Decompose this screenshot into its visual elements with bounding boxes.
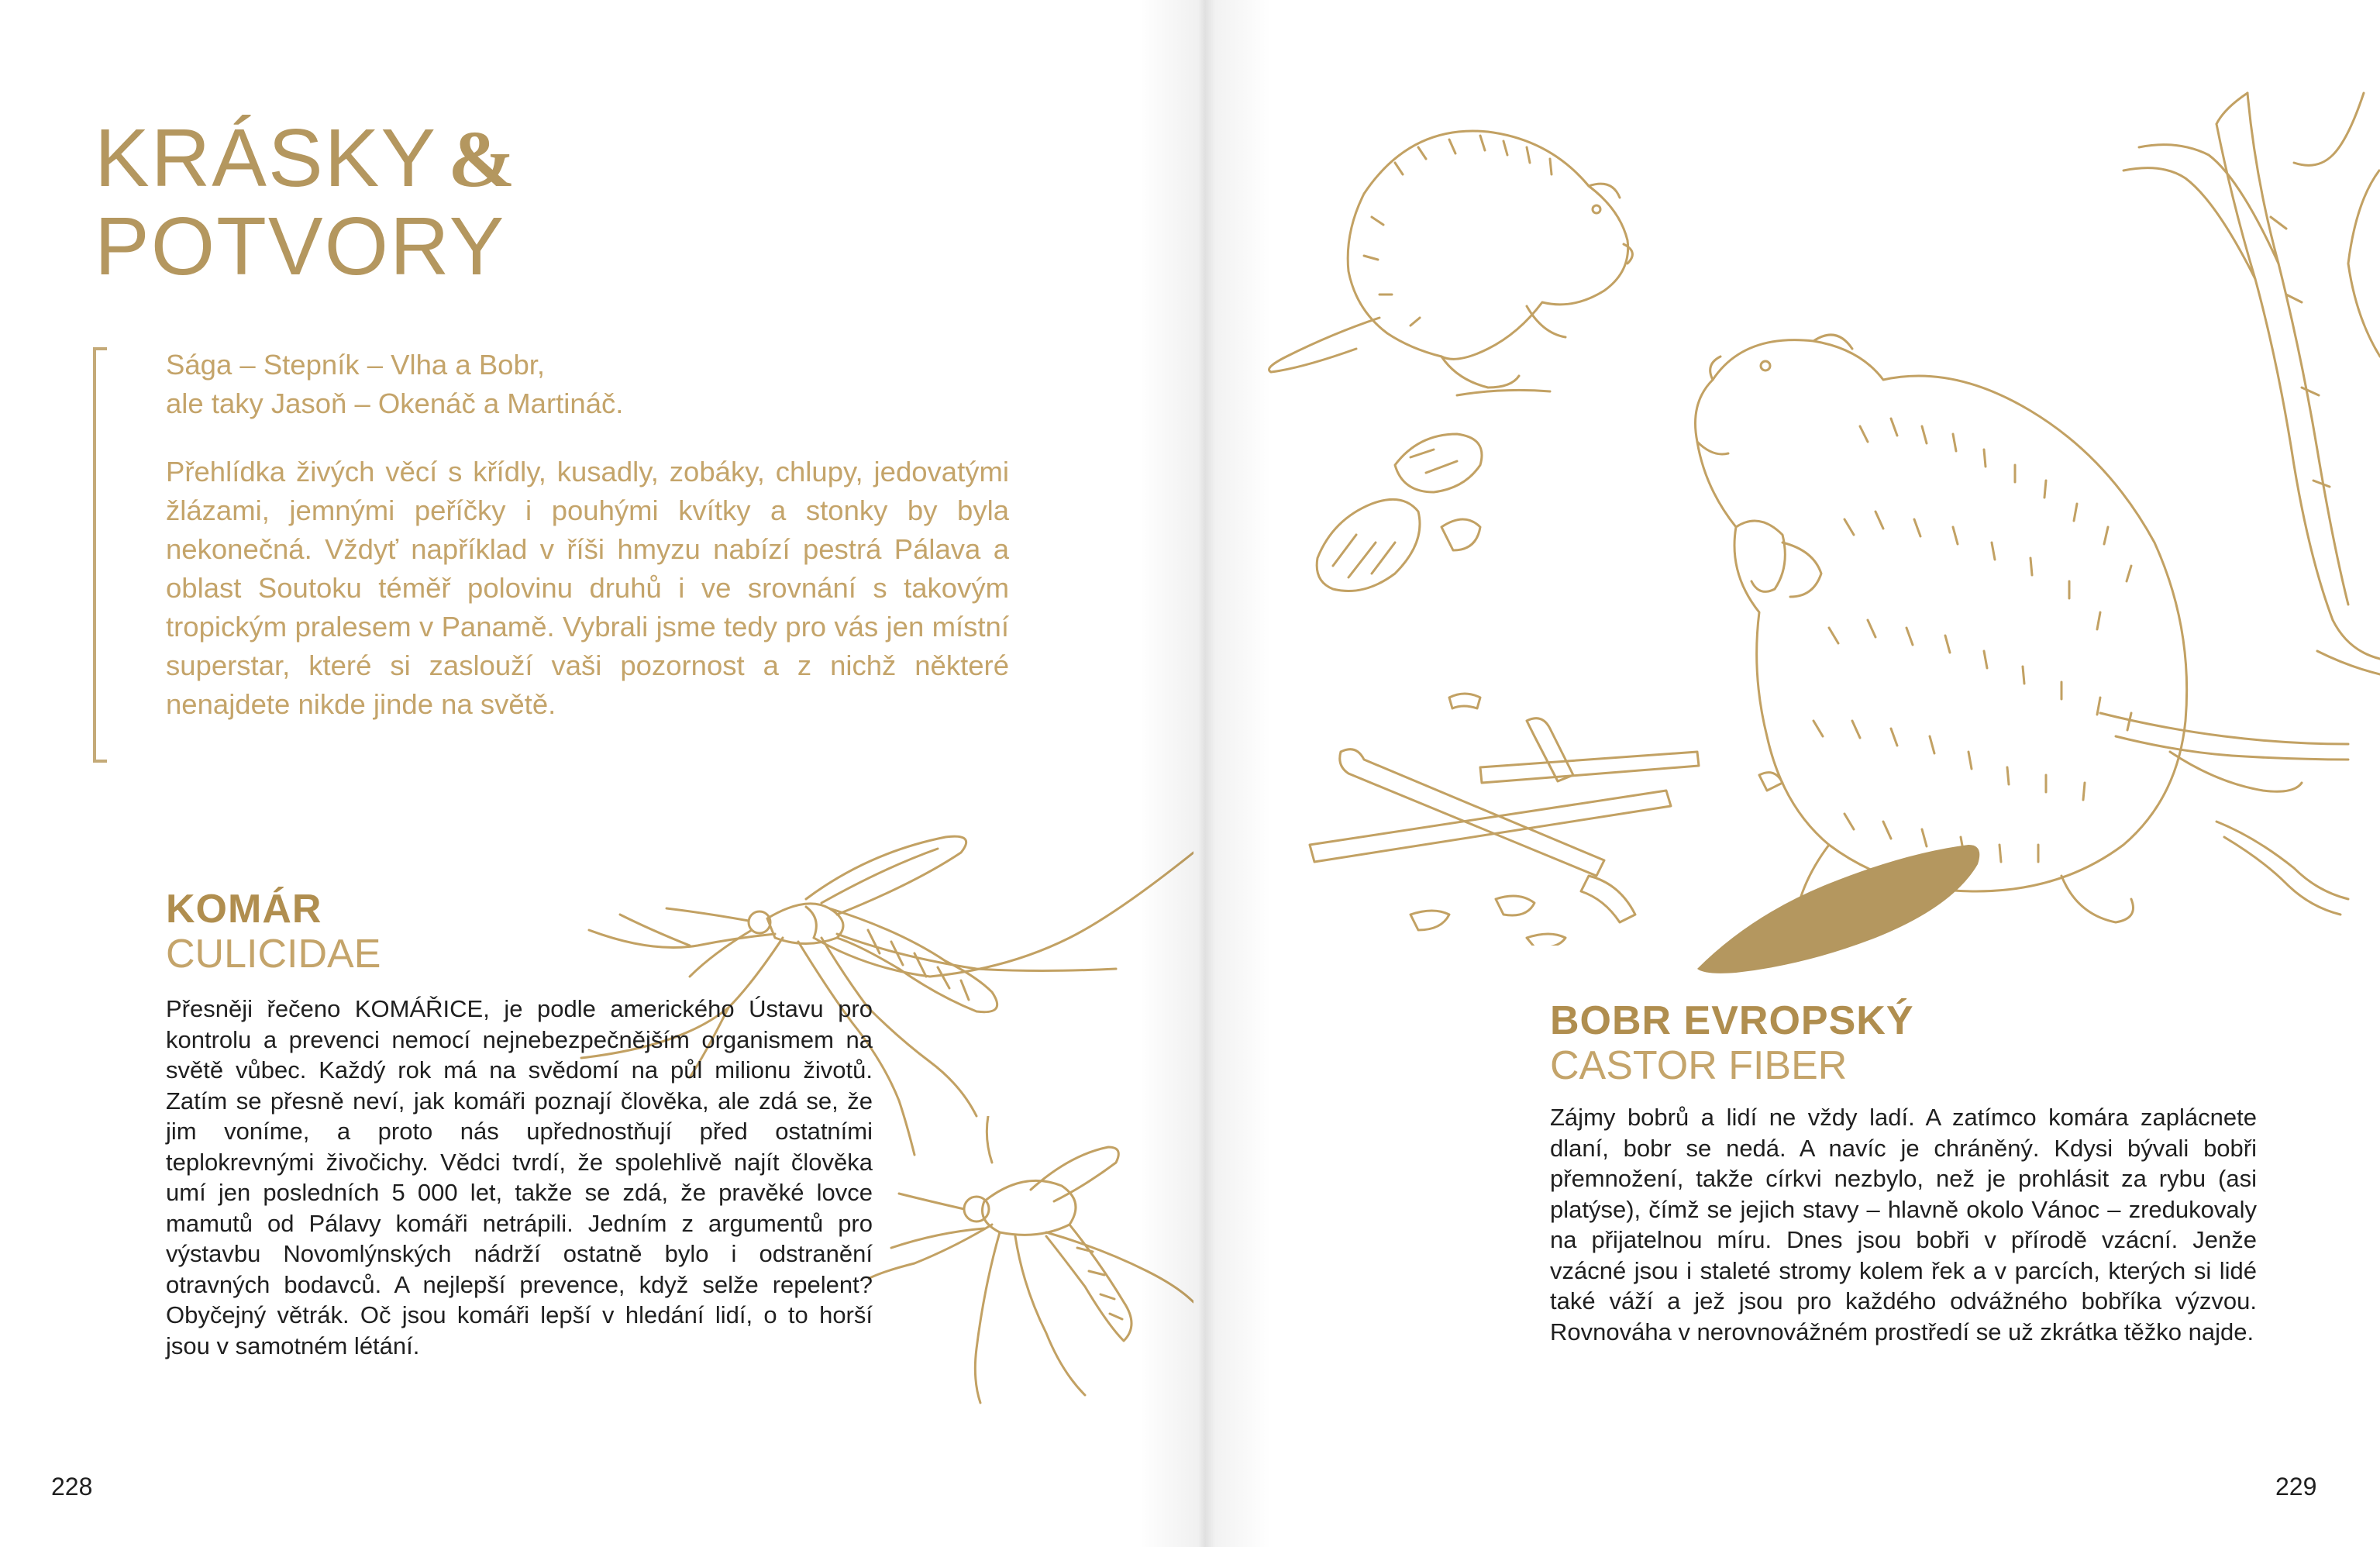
right-page (1193, 0, 2380, 1547)
tree-branches-illustration (2023, 62, 2380, 961)
page-title (95, 112, 517, 292)
page-number-left: 228 (51, 1473, 93, 1500)
title-ampersand: & (448, 115, 517, 204)
sticks-illustration (1294, 682, 1790, 946)
intro-bracket (93, 347, 107, 763)
title-line-2: POTVORY (95, 201, 506, 292)
bobr-name: BOBR EVROPSKÝ (1550, 998, 1914, 1043)
title-line-1: KRÁSKY (95, 112, 438, 204)
komar-name: KOMÁR (166, 887, 322, 932)
intro-line-1: Sága – Stepník – Vlha a Bobr, (166, 349, 546, 381)
wood-chips-illustration (1302, 419, 1534, 605)
mosquito-small-illustration (868, 1116, 1193, 1411)
page-number-right: 229 (2275, 1473, 2317, 1500)
beaver-small-illustration (1255, 101, 1658, 411)
bobr-heading (1550, 998, 1914, 1088)
bobr-body: Zájmy bobrů a lidí ne vždy ladí. A zatímco komára zaplácnete dlaní, bobr se nedá. A navíc je chráněný. Kdysi bývali bobři přemnožení, takže církvi nezbylo, než je prohlásit za rybu (asi platýse), čímž se jejich stavy – hlavně okolo Vánoc – zredukovaly na přijatelnou míru. Dnes jsou bobři v přírodě vzácní. Jenže vzácné jsou i staleté stromy kolem řek a v parcích, kterých si lidé také váží a jež jsou pro každého odvážného bobříka výzvou. Rovnováha v nerovnovážném prostředí se už zkrátka těžko najde. (1550, 1104, 2257, 1345)
intro-paragraph: Přehlídka živých věcí s křídly, kusadly, zobáky, chlupy, jedovatými žlázami, jemnými peříčky i pouhými kvítky a stonky by byla nekonečná. Vždyť například v říši hmyzu nabízí pestrá Pálava a oblast Soutoku téměř polovinu druhů i ve srovnání s takovým tropickým pralesem v Panamě. Vybrali jsme tedy pro vás jen místní superstar, které si zaslouží vaši pozornost a z nichž některé nenajdete nikde jinde na světě. (166, 456, 1009, 720)
komar-heading (166, 887, 381, 977)
bobr-latin: CASTOR FIBER (1550, 1043, 1848, 1088)
intro-block (166, 346, 1009, 724)
intro-line-2: ale taky Jasoň – Okenáč a Martináč. (166, 388, 624, 419)
komar-body: Přesněji řečeno KOMÁŘICE, je podle amerického Ústavu pro kontrolu a prevenci nemocí nejnebezpečnějším organismem na světě vůbec. Každý rok má na svědomí na půl milionu životů. Zatím se přesně neví, jak komáři poznají člověka, ale zdá se, že jim voníme, a proto nás upřednostňují před ostatními teplokrevnými živočichy. Vědci tvrdí, že spolehlivě najít člověka umí jen posledních 5 000 let, takže se zdá, že pravěké lovce mamutů od Pálavy komáři netrápili. Jedním z argumentů pro výstavbu Novomlýnských nádrží ostatně bylo i odstranění otravných bodavců. A nejlepší prevence, když selže repelent? Obyčejný větrák. Oč jsou komáři lepší v hledání lidí, o to horší jsou v samotném létání. (166, 995, 873, 1359)
komar-latin: CULICIDAE (166, 932, 381, 977)
